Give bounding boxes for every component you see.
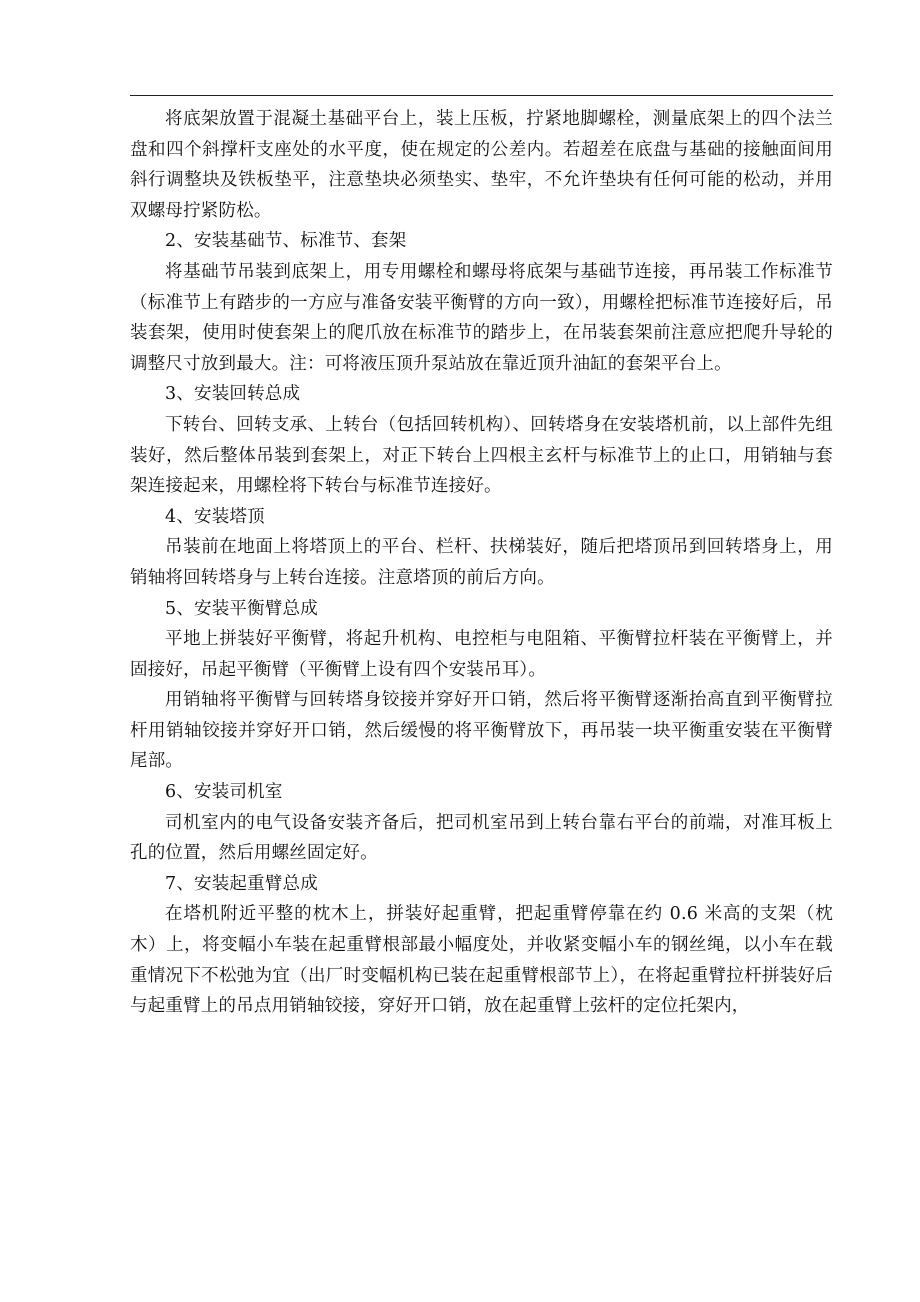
heading-install-tower-top: 4、安装塔顶 bbox=[165, 506, 265, 527]
heading-install-jib: 7、安装起重臂总成 bbox=[165, 873, 318, 894]
paragraph-slewing-assembly: 下转台、回转支承、上转台（包括回转机构）、回转塔身在安装塔机前，以上部件先组装好，然后整体吊装到套架上，对正下转台上四根主玄杆与标准节上的止口，用销轴与套架连接起来，用螺栓将下转台与标准节连接好。 bbox=[130, 414, 833, 497]
paragraph-tower-top: 吊装前在地面上将塔顶上的平台、栏杆、扶梯装好，随后把塔顶吊到回转塔身上，用销轴将回转塔身与上转台连接。注意塔顶的前后方向。 bbox=[130, 537, 833, 588]
paragraph-counter-jib-pinning: 用销轴将平衡臂与回转塔身铰接并穿好开口销，然后将平衡臂逐渐抬高直到平衡臂拉杆用销轴铰接并穿好开口销，然后缓慢的将平衡臂放下，再吊装一块平衡重安装在平衡臂尾部。 bbox=[130, 690, 833, 772]
heading-install-base-section: 2、安装基础节、标准节、套架 bbox=[165, 231, 407, 252]
paragraph-base-installation: 将底架放置于混凝土基础平台上，装上压板，拧紧地脚螺栓，测量底架上的四个法兰盘和四个斜撑杆支座处的水平度，使在规定的公差内。若超差在底盘与基础的接触面间用斜行调整块及铁板垫平，注意垫块必须垫实、垫牢，不允许垫块有任何可能的松动，并用双螺母拧紧防松。 bbox=[130, 109, 833, 221]
heading-install-counter-jib: 5、安装平衡臂总成 bbox=[165, 598, 318, 619]
heading-install-cab: 6、安装司机室 bbox=[165, 782, 283, 803]
paragraph-base-section: 将基础节吊装到底架上，用专用螺栓和螺母将底架与基础节连接，再吊装工作标准节（标准节上有踏步的一方应与准备安装平衡臂的方向一致），用螺栓把标准节连接好后，吊装套架，使用时使套架上的爬爪放在标准节的踏步上，在吊装套架前注意应把爬升导轮的调整尺寸放到最大。注：可将液压顶升泵站放在靠近顶升油缸的套架平台上。 bbox=[130, 261, 833, 374]
paragraph-jib: 在塔机附近平整的枕木上，拼装好起重臂，把起重臂停靠在约 0.6 米高的支架（枕木）上，将变幅小车装在起重臂根部最小幅度处，并收紧变幅小车的钢丝绳，以小车在载重情况下不松弛为宜（出厂时变幅机构已装在起重臂根部节上），在将起重臂拉杆拼装好后与起重臂上的吊点用销轴铰接，穿好开口销，放在起重臂上弦杆的定位托架内， bbox=[130, 904, 833, 1017]
document-body bbox=[130, 104, 833, 1022]
header-rule bbox=[130, 95, 833, 96]
heading-install-slewing-assembly: 3、安装回转总成 bbox=[165, 384, 301, 405]
paragraph-counter-jib-assembly: 平地上拼装好平衡臂，将起升机构、电控柜与电阻箱、平衡臂拉杆装在平衡臂上，并固接好，吊起平衡臂（平衡臂上设有四个安装吊耳）。 bbox=[130, 629, 833, 680]
paragraph-cab: 司机室内的电气设备安装齐备后，把司机室吊到上转台靠右平台的前端，对准耳板上孔的位置，然后用螺丝固定好。 bbox=[130, 812, 833, 864]
